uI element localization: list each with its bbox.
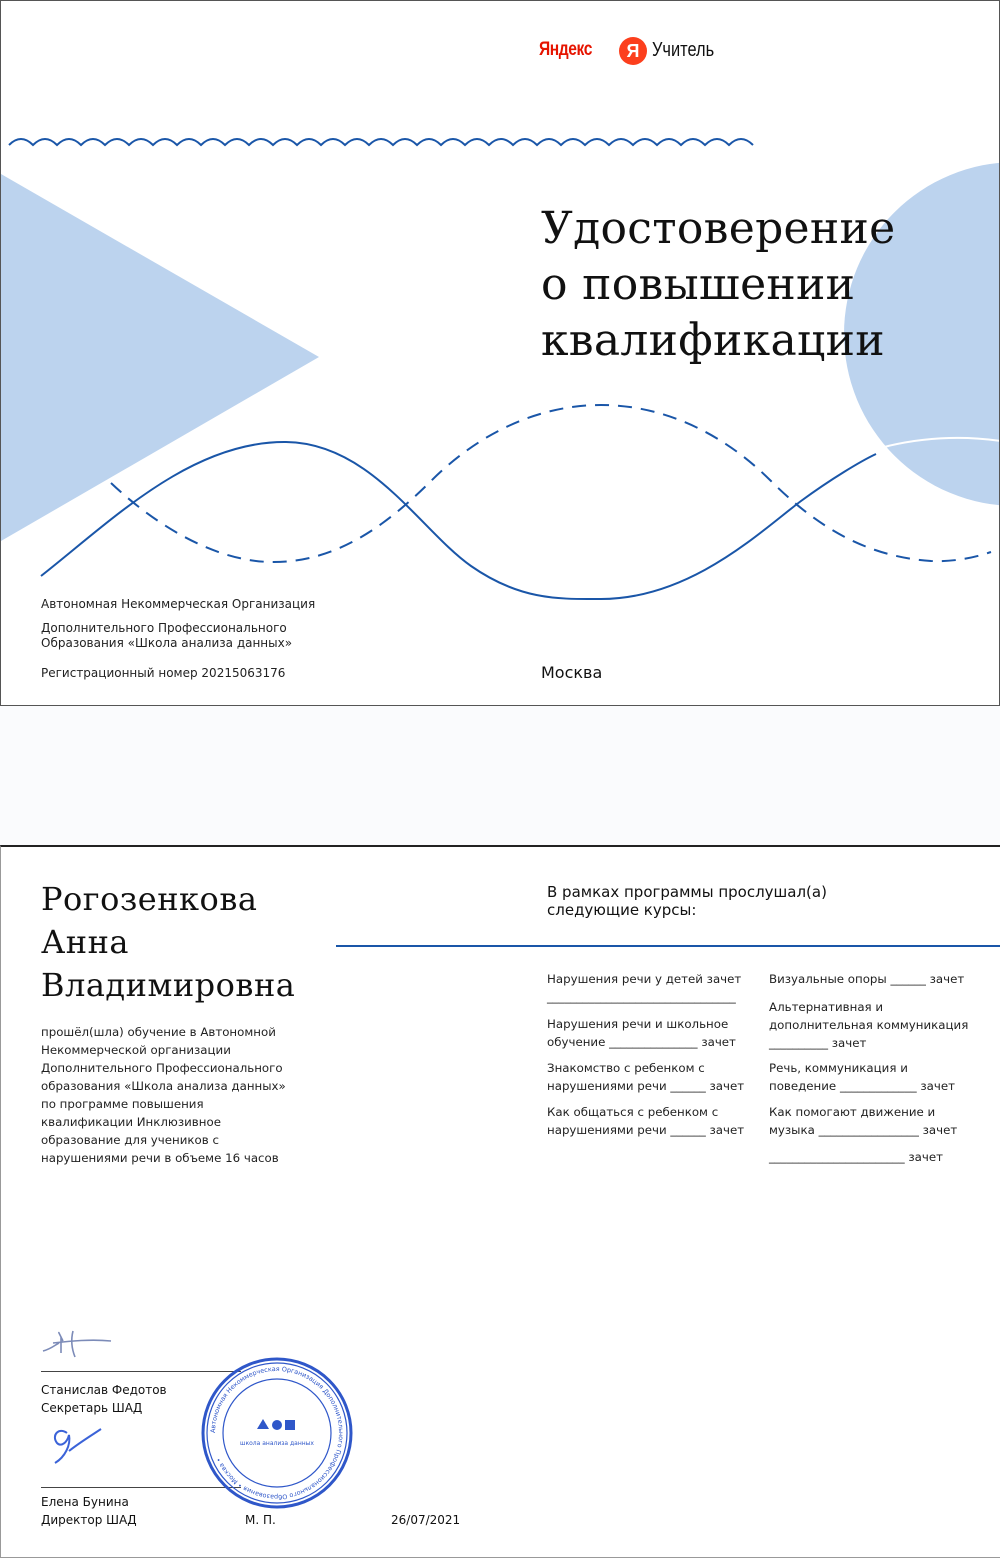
yandex-logo-text: Яндекс: [539, 39, 592, 60]
program-heading: В рамках программы прослушал(а) следующие курсы:: [547, 883, 827, 919]
course-item: _______________________ зачет: [769, 1150, 944, 1164]
triangle-shape: [1, 174, 319, 541]
sine-wave-solid: [41, 442, 876, 599]
course-item: Знакомство с ребенком с нарушениями речи ______ зачет: [547, 1061, 745, 1093]
wavy-border-line: [9, 139, 753, 145]
recipient-name: [41, 878, 295, 1007]
sine-wave-dashed: [111, 405, 991, 562]
org-name-line2: Дополнительного Профессионального Образования «Школа анализа данных»: [41, 621, 293, 650]
certificate-title: [541, 201, 895, 369]
name-line: Рогозенкова: [41, 880, 258, 918]
certificate-cover-page: [0, 0, 1000, 706]
title-line: о повышении: [541, 259, 856, 310]
signer-1-role: Секретарь ШАД: [41, 1401, 143, 1415]
stamp-ring-text: Автономная Некоммерческая Организация Дополнительного Профессионального Образования • Москва •: [208, 1364, 346, 1502]
certificate-inner-page: [0, 845, 1000, 1558]
signer-2-role: Директор ШАД: [41, 1513, 137, 1527]
signature-1-graphic: [41, 1323, 131, 1363]
signer-1-name: Станислав Федотов: [41, 1383, 167, 1397]
course-item: Альтернативная и дополнительная коммуникация __________ зачет: [769, 1000, 969, 1050]
signer-2-name: Елена Бунина: [41, 1495, 129, 1509]
stamp-place-label: М. П.: [245, 1513, 276, 1527]
registration-number: Регистрационный номер 20215063176: [41, 666, 286, 680]
course-item: Визуальные опоры ______ зачет: [769, 972, 965, 986]
course-item: Нарушения речи у детей зачет ________________________________: [547, 972, 742, 1004]
name-line: Владимировна: [41, 966, 296, 1004]
blue-divider: [336, 945, 1000, 947]
teacher-logo-text: Учитель: [652, 39, 715, 61]
course-item: Как общаться с ребенком с нарушениями речи ______ зачет: [547, 1105, 745, 1137]
title-line: квалификации: [541, 315, 885, 366]
svg-text:Автономная Некоммерческая Орга: [209, 1365, 345, 1501]
signature-2-graphic: [45, 1421, 115, 1469]
stamp-inner-text: школа анализа данных: [240, 1440, 314, 1447]
issue-date: 26/07/2021: [391, 1513, 461, 1527]
course-item: Как помогают движение и музыка _________________ зачет: [769, 1105, 958, 1137]
training-description: прошёл(шла) обучение в Автономной Некоммерческой организации Дополнительного Профессионального образования «Школа анализа данных» по программе повышения квалификации Инклюзивное образование для учеников с нарушениями речи в объеме 16 часов: [41, 1025, 286, 1165]
title-line: Удостоверение: [541, 203, 896, 254]
name-line: Анна: [41, 923, 129, 961]
city: Москва: [541, 663, 603, 682]
official-stamp: [199, 1355, 355, 1511]
course-item: Речь, коммуникация и поведение _____________ зачет: [769, 1061, 955, 1093]
org-name-line1: Автономная Некоммерческая Организация: [41, 597, 316, 611]
course-item: Нарушения речи и школьное обучение _______________ зачет: [547, 1017, 736, 1049]
yandex-badge-icon: Я: [619, 37, 647, 65]
